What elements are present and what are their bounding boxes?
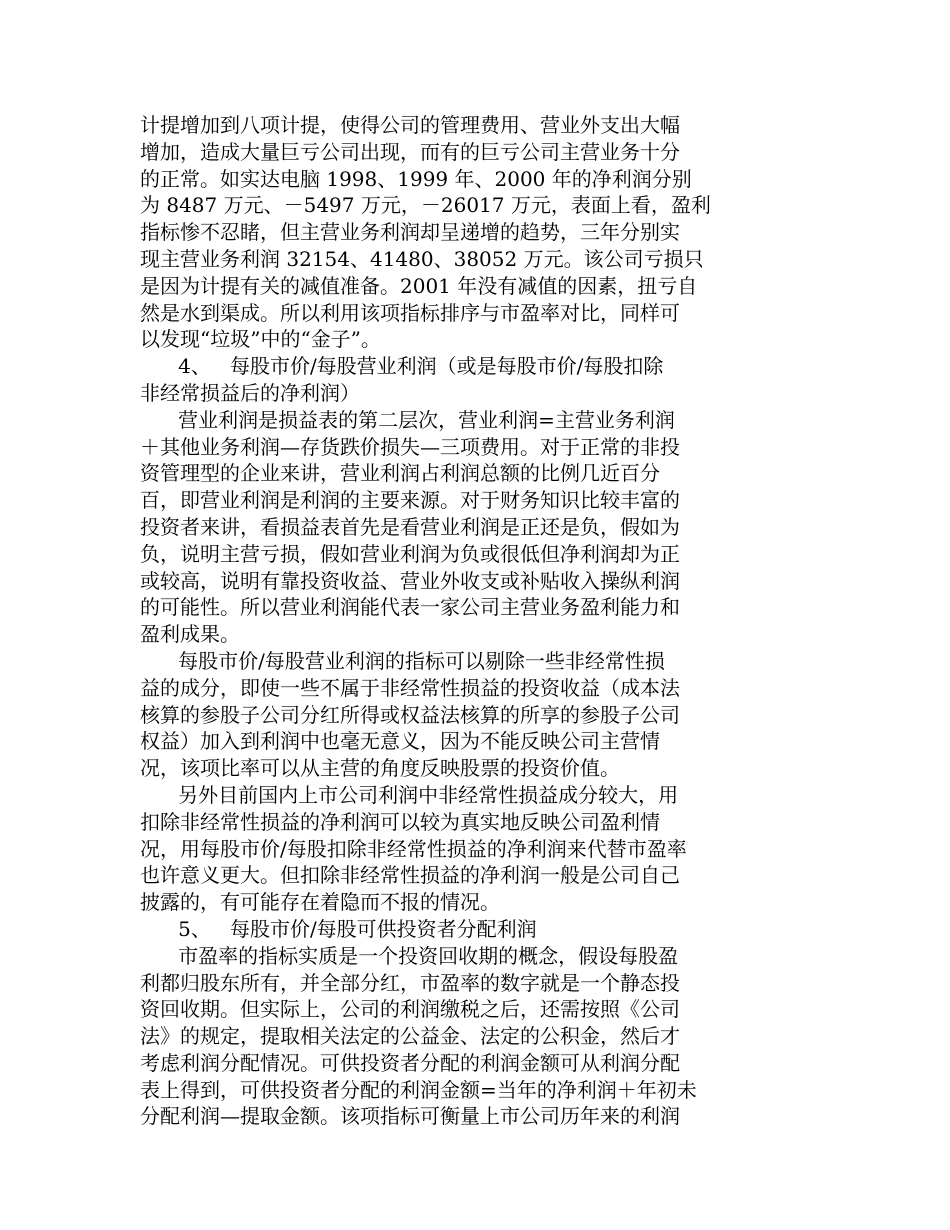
- text-line: 或较高，说明有靠投资收益、营业外收支或补贴收入操纵利润: [140, 568, 680, 593]
- text-line: 分配利润—提取金额。该项指标可衡量上市公司历年来的利润: [140, 1104, 680, 1129]
- text-line: 计提增加到八项计提，使得公司的管理费用、营业外支出大幅: [140, 113, 680, 137]
- text-line: 考虑利润分配情况。可供投资者分配的利润金额可从利润分配: [140, 1050, 680, 1075]
- text-line: 核算的参股子公司分红所得或权益法核算的所享的参股子公司: [140, 702, 680, 727]
- text-line: 披露的，有可能存在着隐而不报的情况。: [140, 890, 500, 915]
- text-line: 每股市价/每股营业利润的指标可以剔除一些非经常性损: [140, 648, 665, 673]
- text-line: 是因为计提有关的减值准备。2001 年没有减值的因素，扭亏自: [140, 273, 698, 298]
- text-line: 盈利成果。: [140, 622, 240, 647]
- text-line: 法》的规定，提取相关法定的公益金、法定的公积金，然后才: [140, 1024, 680, 1049]
- section-heading-4-cont: 非经常损益后的净利润）: [140, 380, 360, 405]
- text-line: 的正常。如实达电脑 1998、1999 年、2000 年的净利润分别: [140, 166, 692, 191]
- text-line: 投资者来讲，看损益表首先是看营业利润是正还是负，假如为: [140, 514, 680, 539]
- text-line: 资管理型的企业来讲，营业利润占利润总额的比例几近百分: [140, 461, 660, 486]
- text-line: 营业利润是损益表的第二层次，营业利润=主营业务利润: [140, 407, 675, 432]
- text-line: 另外目前国内上市公司利润中非经常性损益成分较大，用: [140, 782, 679, 807]
- section-heading-5: 5、 每股市价/每股可供投资者分配利润: [140, 916, 537, 941]
- text-line: 以发现“垃圾”中的“金子”。: [140, 327, 381, 352]
- text-line: 资回收期。但实际上，公司的利润缴税之后，还需按照《公司: [140, 997, 680, 1022]
- text-line: 也许意义更大。但扣除非经常性损益的净利润一般是公司自己: [140, 863, 680, 888]
- text-line: 现主营业务利润 32154、41480、38052 万元。该公司亏损只: [140, 246, 704, 271]
- text-line: 益的成分，即使一些不属于非经常性损益的投资收益（成本法: [140, 675, 680, 700]
- document-body: [140, 112, 745, 1130]
- text-line: 增加，造成大量巨亏公司出现，而有的巨亏公司主营业务十分: [140, 139, 680, 164]
- text-line: 然是水到渠成。所以利用该项指标排序与市盈率对比，同样可: [140, 300, 680, 325]
- text-line: 百，即营业利润是利润的主要来源。对于财务知识比较丰富的: [140, 488, 680, 513]
- text-line: 市盈率的指标实质是一个投资回收期的概念，假设每股盈: [140, 943, 679, 968]
- text-line: 指标惨不忍睹，但主营业务利润却呈递增的趋势，三年分别实: [140, 220, 680, 245]
- text-line: 的可能性。所以营业利润能代表一家公司主营业务盈利能力和: [140, 595, 680, 620]
- text-line: 况，用每股市价/每股扣除非经常性损益的净利润来代替市盈率: [140, 836, 687, 861]
- text-line: 表上得到，可供投资者分配的利润金额=当年的净利润＋年初未: [140, 1077, 697, 1102]
- text-line: 况，该项比率可以从主营的角度反映股票的投资价值。: [140, 756, 620, 781]
- text-line: 负，说明主营亏损，假如营业利润为负或很低但净利润却为正: [140, 541, 680, 566]
- text-line: 利都归股东所有，并全部分红，市盈率的数字就是一个静态投: [140, 970, 680, 995]
- text-line: ＋其他业务利润—存货跌价损失—三项费用。对于正常的非投: [140, 434, 680, 459]
- section-heading-4: 4、 每股市价/每股营业利润（或是每股市价/每股扣除: [140, 354, 664, 379]
- text-line: 扣除非经常性损益的净利润可以较为真实地反映公司盈利情: [140, 809, 660, 834]
- text-line: 权益）加入到利润中也毫无意义，因为不能反映公司主营情: [140, 729, 660, 754]
- text-line: 为 8487 万元、－5497 万元，－26017 万元，表面上看，盈利: [140, 193, 711, 218]
